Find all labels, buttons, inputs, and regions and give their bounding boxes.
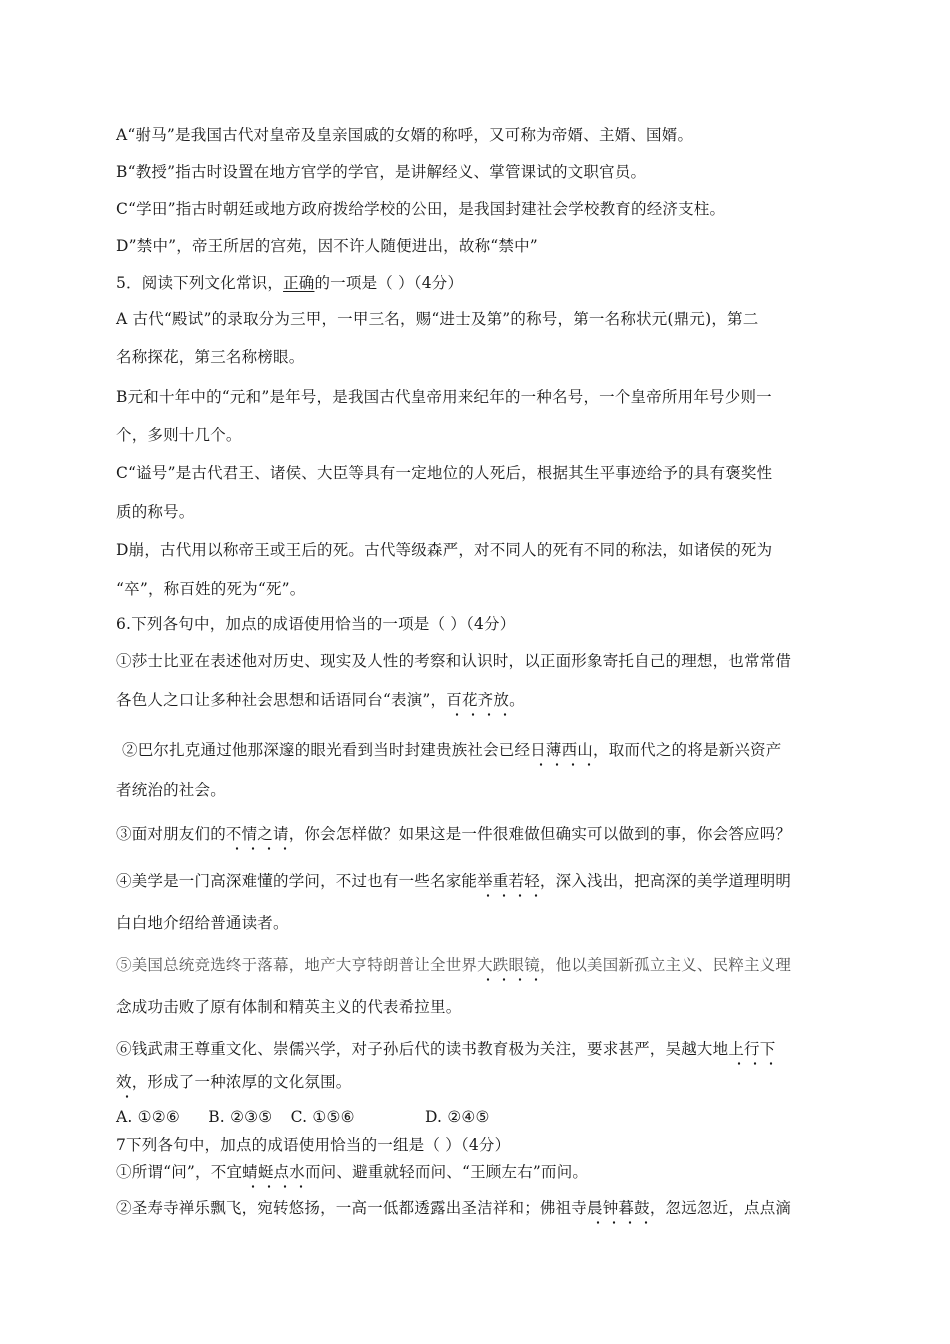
q6-s4-pre: ④美学是一门高深难懂的学问，不过也有一些名家能 [116,872,478,890]
q6-s2-idiom: 日薄西山 [530,741,594,759]
q5-option-c-line1: C“谥号”是古代君王、诸侯、大臣等具有一定地位的人死后，根据其生平事迹给予的具有褒奖性 [116,464,773,482]
q6-s1-idiom: 百花齐放 [446,691,510,709]
q5-stem-pre: 5．阅读下列文化常识， [116,274,284,292]
q6-choice-a: A. ①②⑥ [116,1108,180,1126]
q6-s2-post: ，取而代之的将是新兴资产 [593,741,782,759]
q6-choice-c: C. ①⑤⑥ [290,1108,355,1126]
q6-answer-choices [116,1106,490,1128]
q5-option-a-line1: A 古代“殿试”的录取分为三甲，一甲三名，赐“进士及第”的称号，第一名称状元(鼎元)，第二 [116,310,759,328]
q7-sentence-2 [116,1197,791,1219]
q6-choice-d: D. ②④⑤ [424,1108,490,1126]
q6-sentence-2-line1 [122,739,781,761]
q6-sentence-4-line2: 白白地介绍给普通读者。 [116,914,289,932]
q6-sentence-4-line1 [116,870,791,892]
q6-s6-post: ，形成了一种浓厚的文化氛围。 [131,1073,352,1091]
q6-sentence-3 [116,823,791,845]
q6-s5-idiom: 大跌眼镜 [477,956,540,974]
q6-sentence-6-line2 [116,1071,352,1093]
q6-s3-pre: ③面对朋友们的 [116,825,226,843]
q4-option-c: C“学田”指古时朝廷或地方政府拨给学校的公田，是我国封建社会学校教育的经济支柱。 [116,200,726,218]
q6-s1-post: 。 [509,691,525,709]
q6-s2-pre: ②巴尔扎克通过他那深邃的眼光看到当时封建贵族社会已经 [122,741,531,759]
q6-s3-idiom: 不情之请 [225,825,289,843]
q6-s3-post: ，你会怎样做？如果这是一件很难做但确实可以做到的事，你会答应吗？ [288,825,792,843]
q5-option-a-line2: 名称探花，第三名称榜眼。 [116,348,305,366]
q4-option-a: A“驸马”是我国古代对皇帝及皇亲国戚的女婿的称呼，又可称为帝婿、主婿、国婿。 [116,126,694,144]
q5-stem [116,272,463,294]
q6-s5-post: ，他以美国新孤立主义、民粹主义理 [539,956,792,974]
q6-s1-pre: 各色人之口让多种社会思想和话语同台“表演”， [116,691,447,709]
q6-s4-post: ，深入浅出，把高深的美学道理明明 [539,872,792,890]
q6-choice-b: B. ②③⑤ [208,1108,273,1126]
q7-s1-pre: ①所谓“问”，不宜 [116,1163,243,1181]
q5-option-d-line1: D崩，古代用以称帝王或王后的死。古代等级森严，对不同人的死有不同的称法，如诸侯的死为 [116,541,773,559]
q6-s4-idiom: 举重若轻 [477,872,540,890]
q5-option-c-line2: 质的称号。 [116,503,195,521]
q6-sentence-1-line2 [116,689,525,711]
q7-s1-idiom: 蜻蜓点水 [242,1163,305,1181]
q7-s1-post: 而问、避重就轻而问、“王顾左右”而问。 [304,1163,589,1181]
q6-sentence-2-line2: 者统治的社会。 [116,781,226,799]
q6-s6-idiom-part1: 上行下 [728,1040,776,1058]
q5-option-b-line2: 个，多则十几个。 [116,426,242,444]
q6-sentence-1-line1: ①莎士比亚在表述他对历史、现实及人性的考察和认识时，以正面形象寄托自己的理想，也常常借 [116,652,792,670]
q4-option-b: B“教授”指古时设置在地方官学的学官，是讲解经义、掌管课试的文职官员。 [116,163,647,181]
q6-s6-pre: ⑥钱武肃王尊重文化、崇儒兴学，对子孙后代的读书教育极为关注，要求甚严，吴越大地 [116,1040,729,1058]
q7-sentence-1 [116,1161,588,1183]
q5-option-d-line2: “卒”，称百姓的死为“死”。 [116,580,306,598]
q7-s2-pre: ②圣寿寺禅乐飘飞，宛转悠扬，一高一低都透露出圣洁祥和；佛祖寺 [116,1199,588,1217]
q6-s5-pre: ⑤美国总统竞选终于落幕，地产大亨特朗普让全世界 [116,956,478,974]
q6-sentence-6-line1 [116,1038,775,1060]
q5-option-b-line1: B元和十年中的“元和”是年号，是我国古代皇帝用来纪年的一种名号，一个皇帝所用年号少则一 [116,388,772,406]
q5-stem-post: 的一项是（ ）（4分） [314,274,464,292]
q7-stem: 7下列各句中，加点的成语使用恰当的一组是（ ）（4分） [116,1136,511,1154]
q7-s2-post: ，忽远忽近，点点滴 [649,1199,792,1217]
q6-sentence-5-line2: 念成功击败了原有体制和精英主义的代表希拉里。 [116,998,462,1016]
q6-stem: 6.下列各句中，加点的成语使用恰当的一项是（ ）（4分） [116,615,516,633]
q4-option-d: D”禁中”，帝王所居的宫苑，因不许人随便进出，故称“禁中” [116,237,538,255]
q7-s2-idiom: 晨钟暮鼓 [587,1199,650,1217]
q6-s6-idiom-part2: 效 [116,1073,132,1091]
q6-sentence-5-line1 [116,954,791,976]
q5-stem-underlined: 正确 [283,274,315,292]
